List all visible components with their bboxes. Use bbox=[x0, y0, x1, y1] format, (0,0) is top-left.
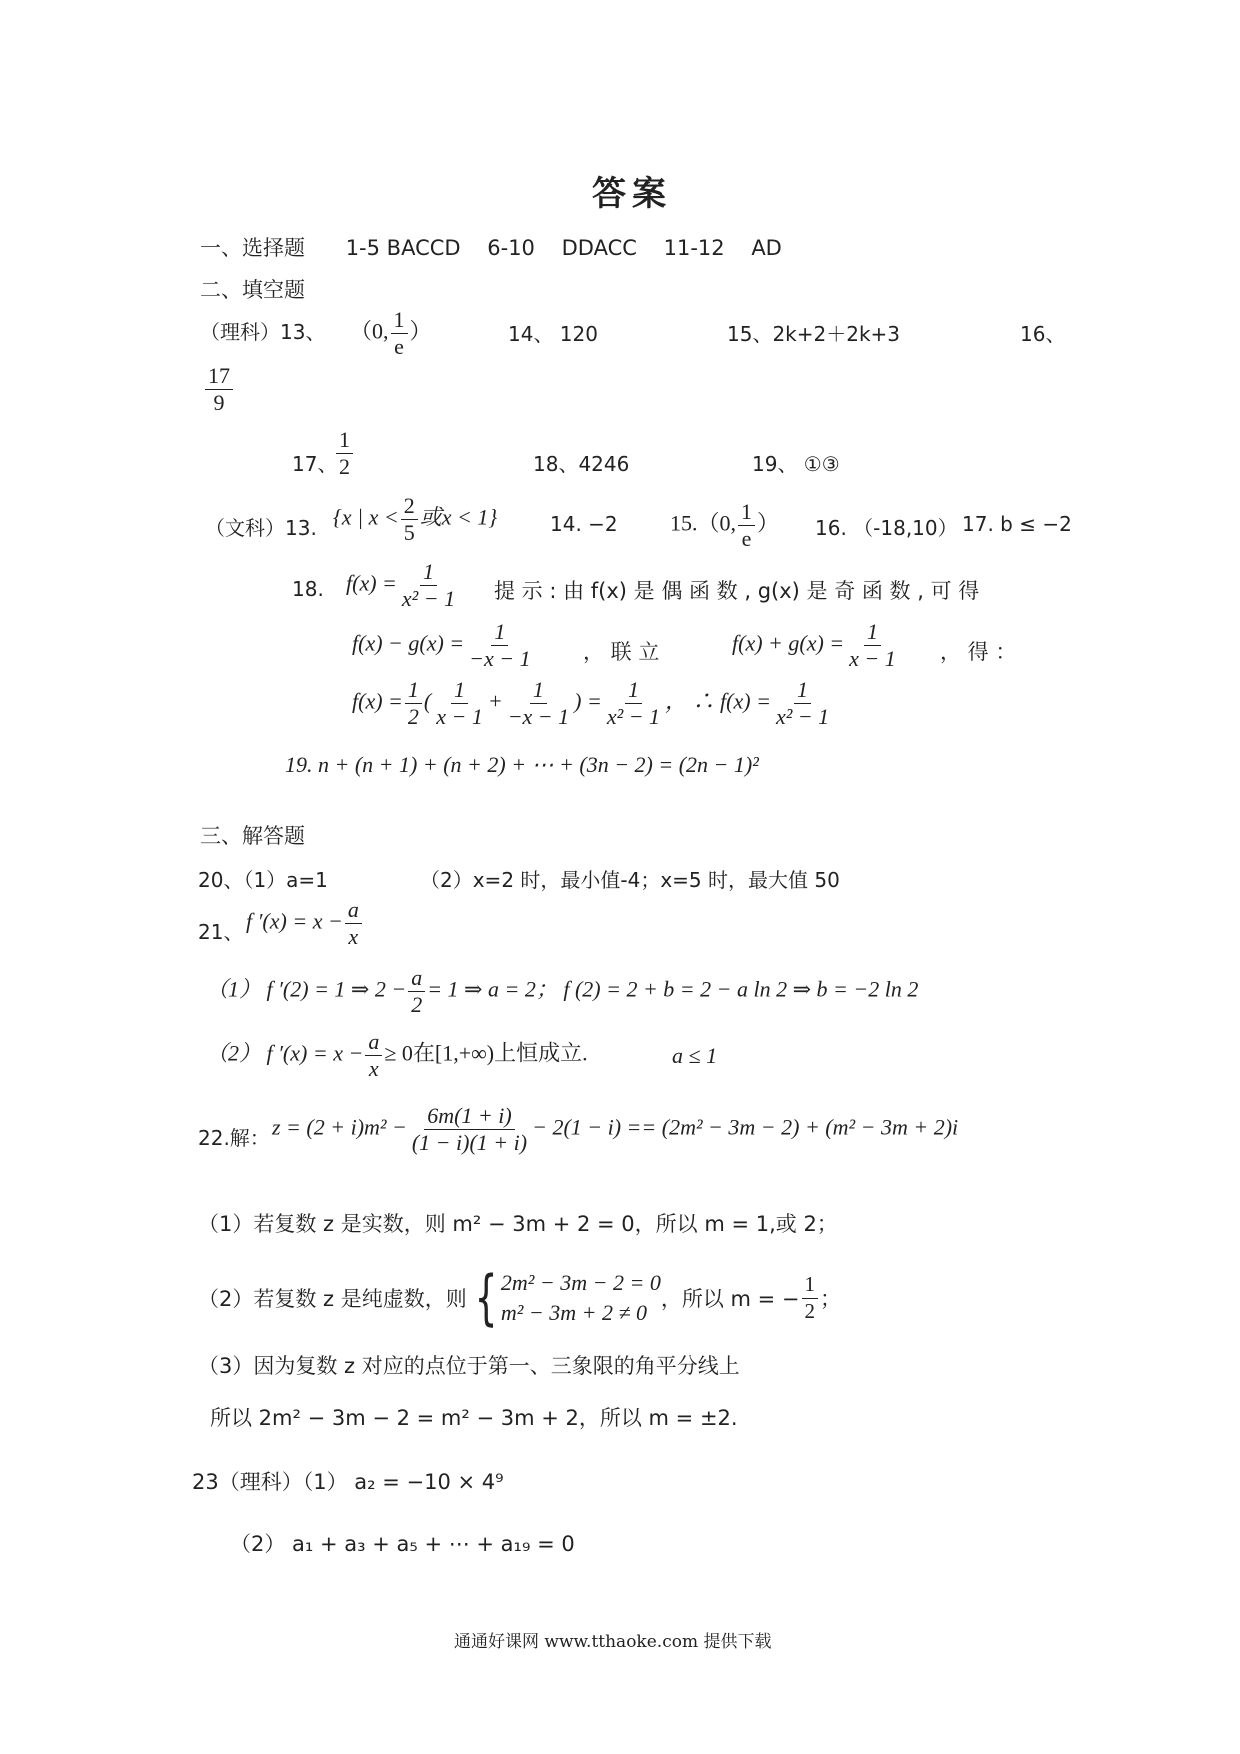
q21-label: 21、 bbox=[198, 920, 244, 944]
wen-16-answer: 16. （-18,10） bbox=[815, 516, 958, 540]
li-label: （理科）13、 bbox=[200, 320, 326, 344]
q21-derivative: f ′(x) = x − $\frac{a}{x}$ bbox=[246, 898, 364, 949]
q23-part1: 23（理科）（1） a₂ = −10 × 4⁹ bbox=[192, 1470, 504, 1494]
footer-source: 通通好课网 www.tthaoke.com 提供下载 bbox=[454, 1632, 772, 1652]
wen-18-line2-c: f(x) + g(x) = $\frac{1}{x - 1}$ bbox=[732, 620, 901, 671]
q21-part2-result: a ≤ 1 bbox=[672, 1043, 718, 1068]
section-choice-heading: 一、选择题 bbox=[200, 236, 305, 260]
wen-18-line2-frac-a: $\frac{1}{-x - 1}$ bbox=[469, 619, 531, 672]
wen-18-line3: f(x) = $\frac{1}{2}$ ( $\frac{1}{x - 1}$ + $\frac{1}{-x - 1}$ ) = $\frac{1}{\text{x² − 1}}$ ， ∴ f(x) = $\frac{1}{\text{x² − 1}}$ bbox=[352, 678, 834, 729]
wen-18-line3-frac3: $\frac{1}{\text{x² − 1}}$ bbox=[606, 677, 661, 730]
li-17-fraction: $\frac{1}{2}$ bbox=[336, 428, 353, 479]
wen-18-hint: 提 示 : 由 f(x) 是 偶 函 数 , g(x) 是 奇 函 数 , 可 得 bbox=[494, 579, 980, 603]
wen-18-line2-frac-c: $\frac{1}{x - 1}$ bbox=[849, 619, 896, 672]
wen-15-answer: 15.（0, $\frac{1}{e}$ ） bbox=[670, 499, 780, 552]
q21-part2: （2） f ′(x) = x − $\frac{a}{x}$ ≥ 0在[1,+∞)上恒成立. bbox=[206, 1029, 588, 1082]
q21-fraction: $\frac{a}{x}$ bbox=[345, 898, 362, 949]
choice-11-12-label: 11-12 bbox=[663, 236, 725, 260]
q20-part2: （2）x=2 时，最小值-4；x=5 时，最大值 50 bbox=[420, 868, 840, 892]
section-choice bbox=[200, 232, 782, 262]
section-solution-heading: 三、解答题 bbox=[200, 824, 305, 848]
q20-part1: 20、（1）a=1 bbox=[198, 868, 328, 892]
li-17-answer bbox=[334, 428, 355, 479]
li-16-fraction: $\frac{17}{9}$ bbox=[205, 364, 233, 415]
wen-18-line2-b: ， 联 立 bbox=[583, 640, 660, 664]
wen-13-fraction: $\frac{2}{5}$ bbox=[401, 494, 418, 545]
q23-part2: （2） a₁ + a₃ + a₅ + ⋯ + a₁₉ = 0 bbox=[230, 1532, 575, 1556]
q22-fraction: $\frac{6m(1 + i)}{(1 - i)(1 + i)}$ bbox=[411, 1103, 528, 1156]
wen-18-formula: f(x) = $\frac{1}{\text{x² − 1}}$ bbox=[346, 560, 460, 611]
wen-14-answer: 14. −2 bbox=[550, 512, 618, 536]
q22-part2: （2）若复数 z 是纯虚数，则 { 2m² − 3m − 2 = 0 m² − 3m + 2 ≠ 0 ，所以 m = − $\frac{1}{2}$ ； bbox=[198, 1263, 842, 1333]
q22-part1: （1）若复数 z 是实数，则 m² − 3m + 2 = 0，所以 m = 1,或 2； bbox=[198, 1212, 838, 1236]
li-13-answer: （0, $\frac{1}{e}$ ） bbox=[350, 307, 432, 360]
wen-18-label: 18. bbox=[292, 577, 324, 601]
li-15-answer: 15、2k+2＋2k+3 bbox=[727, 322, 901, 346]
wen-19-answer: 19. n + (n + 1) + (n + 2) + ⋯ + (3n − 2) = (2n − 1)² bbox=[285, 752, 759, 777]
wen-18-line2-a: f(x) − g(x) = $\frac{1}{-x - 1}$ bbox=[352, 620, 536, 671]
q21-part1: （1） f ′(2) = 1 ⇒ 2 − $\frac{a}{2}$ = 1 ⇒ a = 2； f (2) = 2 + b = 2 − a ln 2 ⇒ b = −2 ln 2 bbox=[206, 965, 919, 1018]
q22-formula: z = (2 + i)m² − $\frac{6m(1 + i)}{(1 - i)(1 + i)}$ − 2(1 − i) == (2m² − 3m − 2) + (m² − 3m + 2)i bbox=[272, 1103, 959, 1156]
q21-part1-fraction: $\frac{a}{2}$ bbox=[408, 966, 425, 1017]
q21-part2-fraction: $\frac{a}{x}$ bbox=[365, 1030, 382, 1081]
li-16-label: 16、 bbox=[1020, 322, 1066, 346]
wen-18-line3-frac1: $\frac{1}{x - 1}$ bbox=[436, 677, 483, 730]
section-fill-heading: 二、填空题 bbox=[200, 278, 305, 302]
li-17-label: 17、 bbox=[292, 452, 338, 476]
wen-17-answer: 17. b ≤ −2 bbox=[962, 512, 1072, 536]
li-14-answer: 14、 120 bbox=[508, 322, 598, 346]
wen-18-line2-d: ， 得 ： bbox=[940, 640, 1017, 664]
q22-part2-fraction: $\frac{1}{2}$ bbox=[802, 1273, 819, 1322]
q22-system: 2m² − 3m − 2 = 0 m² − 3m + 2 ≠ 0 bbox=[500, 1270, 661, 1325]
wen-15-fraction: $\frac{1}{e}$ bbox=[738, 500, 755, 551]
wen-13-answer: {x | x < $\frac{2}{5}$ 或x < 1} bbox=[333, 493, 498, 546]
wen-18-line3-frac2: $\frac{1}{-x - 1}$ bbox=[507, 677, 570, 730]
wen-18-line3-frac4: $\frac{1}{\text{x² − 1}}$ bbox=[775, 677, 830, 730]
choice-6-10: DDACC bbox=[561, 236, 637, 260]
choice-11-12: AD bbox=[751, 236, 782, 260]
li-13-fraction: $\frac{1}{e}$ bbox=[391, 308, 408, 359]
wen-18-fraction: $\frac{1}{\text{x² − 1}}$ bbox=[401, 559, 456, 612]
wen-18-line3-half: $\frac{1}{2}$ bbox=[405, 678, 422, 729]
li-19-answer: 19、 ①③ bbox=[752, 452, 840, 476]
q22-part3: （3）因为复数 z 对应的点位于第一、三象限的角平分线上 bbox=[198, 1354, 740, 1378]
li-16-answer bbox=[203, 364, 235, 415]
choice-1-5: 1-5 BACCD bbox=[345, 236, 461, 260]
li-18-answer: 18、4246 bbox=[533, 452, 630, 476]
wen-label: （文科）13. bbox=[205, 516, 317, 540]
choice-6-10-label: 6-10 bbox=[487, 236, 535, 260]
q22-part3-result: 所以 2m² − 3m − 2 = m² − 3m + 2，所以 m = ±2. bbox=[210, 1406, 738, 1430]
left-brace: { bbox=[474, 1263, 498, 1333]
page-title: 答案 bbox=[592, 174, 672, 214]
q22-label: 22.解： bbox=[198, 1126, 270, 1150]
